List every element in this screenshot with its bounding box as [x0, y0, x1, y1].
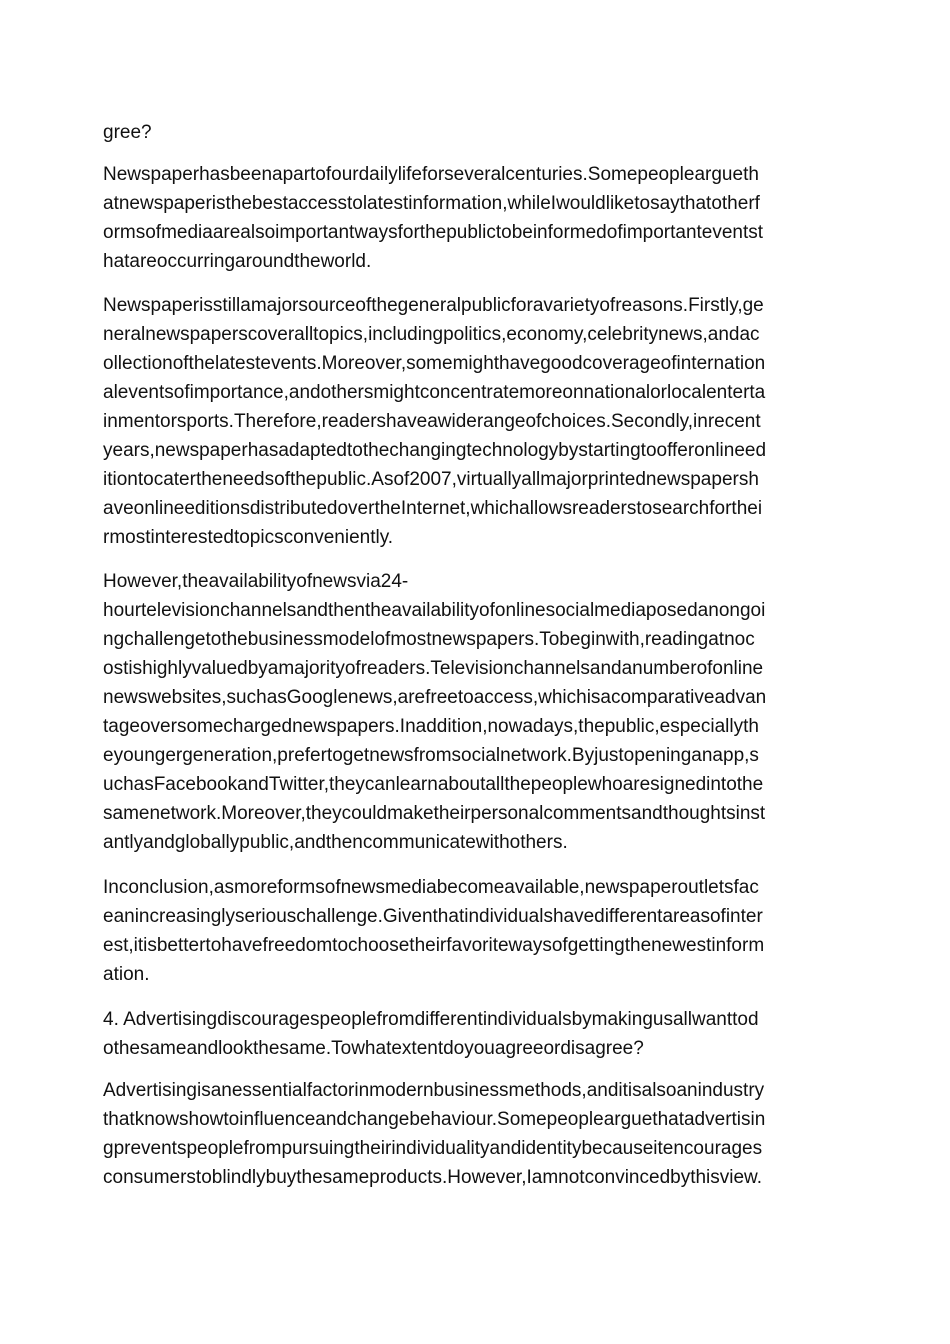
text-line: ormsofmediaarealsoimportantwaysforthepublictobeinformedofimportanteventst	[103, 222, 764, 243]
text-line: aleventsofimportance,andothersmightconcentratemoreonnationalorlocalenterta	[103, 382, 766, 403]
text-line: othesameandlookthesame.Towhatextentdoyouagreeordisagree?	[103, 1038, 644, 1059]
text-line: rmostinterestedtopicsconveniently.	[103, 527, 394, 548]
text-line: ation.	[103, 964, 150, 985]
text-line: itiontocatertheneedsofthepublic.Asof2007,virtuallyallmajorprintednewspapersh	[103, 469, 759, 490]
text-line: gree?	[103, 122, 152, 143]
text-line: eanincreasinglyseriouschallenge.Giventhatindividualshavedifferentareasofinter	[103, 906, 763, 927]
text-line: 4. Advertisingdiscouragespeoplefromdifferentindividualsbymakingusallwanttod	[103, 1009, 759, 1030]
text-line: atnewspaperisthebestaccesstolatestinformation,whileIwouldliketosaythatotherf	[103, 193, 760, 214]
text-line: Newspaperhasbeenapartofourdailylifeforseveralcenturies.Somepeopleargueth	[103, 164, 759, 185]
text-line: eyoungergeneration,prefertogetnewsfromsocialnetwork.Byjustopeninganapp,s	[103, 745, 759, 766]
paragraph-body-2	[103, 567, 863, 857]
text-line: consumerstoblindlybuythesameproducts.However,Iamnotconvincedbythisview.	[103, 1167, 763, 1188]
text-line: newswebsites,suchasGooglenews,arefreetoaccess,whichisacomparativeadvan	[103, 687, 767, 708]
text-line: tageoversomechargednewspapers.Inaddition,nowadays,thepublic,especiallyth	[103, 716, 759, 737]
paragraph-conclusion	[103, 873, 863, 989]
text-line: gpreventspeoplefrompursuingtheirindividualityandidentitybecauseitencourages	[103, 1138, 763, 1159]
text-line: However,theavailabilityofnewsvia24-	[103, 571, 409, 592]
text-line: thatknowshowtoinfluenceandchangebehaviour.Somepeoplearguethatadvertisin	[103, 1109, 766, 1130]
text-line: uchasFacebookandTwitter,theycanlearnaboutallthepeoplewhoaresignedintothe	[103, 774, 764, 795]
paragraph-intro	[103, 160, 863, 276]
text-line: Newspaperisstillamajorsourceofthegeneralpublicforavarietyofreasons.Firstly,ge	[103, 295, 764, 316]
paragraph-question-4	[103, 1005, 863, 1063]
text-line: inmentorsports.Therefore,readershaveawiderangeofchoices.Secondly,inrecent	[103, 411, 761, 432]
text-line: antlyandgloballypublic,andthencommunicatewithothers.	[103, 832, 568, 853]
text-line: Advertisingisanessentialfactorinmodernbusinessmethods,anditisalsoanindustry	[103, 1080, 765, 1101]
text-line: samenetwork.Moreover,theycouldmaketheirpersonalcommentsandthoughtsinst	[103, 803, 766, 824]
text-line: neralnewspaperscoveralltopics,includingpolitics,economy,celebritynews,andac	[103, 324, 760, 345]
text-line: hatareoccurringaroundtheworld.	[103, 251, 372, 272]
paragraph-question-tail	[103, 118, 863, 147]
text-line: ngchallengetothebusinessmodelofmostnewspapers.Tobeginwith,readingatnoc	[103, 629, 755, 650]
text-line: Inconclusion,asmoreformsofnewsmediabecomeavailable,newspaperoutletsfac	[103, 877, 759, 898]
text-line: ostishighlyvaluedbyamajorityofreaders.Televisionchannelsandanumberofonline	[103, 658, 764, 679]
text-line: aveonlineeditionsdistributedovertheInternet,whichallowsreaderstosearchforthei	[103, 498, 763, 519]
text-line: hourtelevisionchannelsandthentheavailabilityofonlinesocialmediaposedanongoi	[103, 600, 766, 621]
text-line: years,newspaperhasadaptedtothechangingtechnologybystartingtoofferonlineed	[103, 440, 767, 461]
paragraph-advertising	[103, 1076, 863, 1192]
text-line: ollectionofthelatestevents.Moreover,somemighthavegoodcoverageofinternation	[103, 353, 766, 374]
paragraph-body-1	[103, 291, 863, 552]
text-line: est,itisbettertohavefreedomtochoosetheirfavoritewaysofgettingthenewestinform	[103, 935, 765, 956]
